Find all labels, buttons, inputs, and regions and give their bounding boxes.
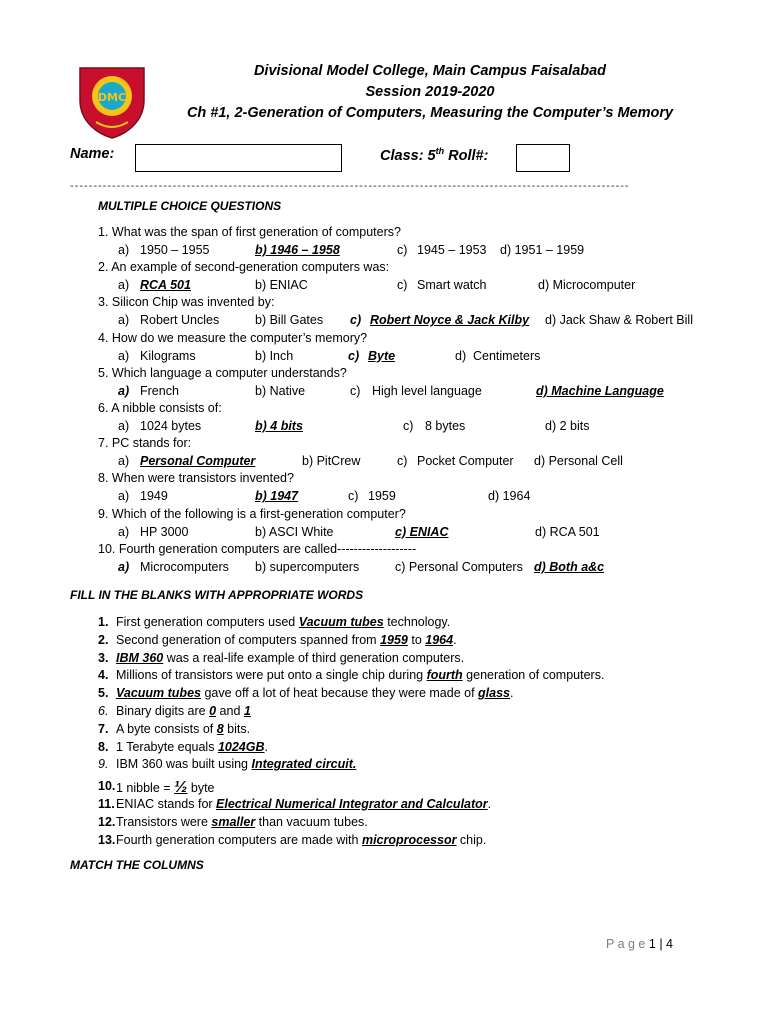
mcq-question: 8. When were transistors invented? — [98, 471, 294, 486]
college-logo — [74, 60, 150, 140]
mcq-option: b) supercomputers — [255, 559, 360, 574]
mcq-option: d) 1964 — [488, 489, 531, 504]
mcq-question: 9. Which of the following is a first-generation computer? — [98, 506, 406, 521]
session-title: Session 2019-2020 — [365, 84, 495, 100]
mcq-option: c) — [348, 489, 359, 504]
mcq-option: c) — [403, 419, 414, 433]
mcq-question: 1. What was the span of first generation of computers? — [98, 225, 401, 239]
mcq-option: 1950 – 1955 — [140, 243, 210, 257]
fill-item: Transistors were smaller than vacuum tubes. — [116, 814, 368, 829]
mcq-option: d) Jack Shaw & Robert Bill — [545, 313, 693, 328]
mcq-option: b) ASCI White — [255, 524, 334, 539]
mcq-option: c) — [348, 348, 360, 363]
mcq-option: d) — [455, 348, 467, 363]
fill-item: A byte consists of 8 bits. — [116, 721, 251, 736]
page-number: 1 — [648, 937, 656, 951]
mcq-option: Pocket Computer — [417, 454, 514, 469]
fill-number: 4. — [98, 668, 109, 683]
mcq-question: 4. How do we measure the computer’s memory? — [98, 330, 368, 345]
page-total: 4 — [666, 937, 673, 951]
mcq-option: b) Inch — [255, 348, 294, 363]
mcq-option: a) — [118, 278, 130, 293]
mcq-question: 10. Fourth generation computers are called------------------- — [98, 541, 417, 556]
svg-text:DMC: DMC — [97, 91, 127, 104]
fill-item: 1 Terabyte equals 1024GB. — [116, 739, 268, 754]
fill-number: 13. — [98, 832, 116, 847]
mcq-option: High level language — [372, 383, 482, 398]
fill-number: 8. — [98, 739, 109, 754]
mcq-option: d) 2 bits — [545, 419, 590, 433]
page-footer — [606, 937, 673, 951]
mcq-option: b) 4 bits — [255, 419, 303, 433]
mcq-option: d) Both a&c — [534, 559, 605, 574]
mcq-option: c) — [397, 243, 408, 257]
roll-field[interactable] — [516, 144, 570, 172]
mcq-option: a) — [118, 313, 130, 328]
fill-item: First generation computers used Vacuum tubes technology. — [116, 615, 451, 629]
mcq-option: a) — [118, 419, 130, 433]
mcq-option: French — [140, 383, 179, 398]
mcq-option: d) 1951 – 1959 — [500, 243, 585, 257]
page-separator: | — [659, 937, 663, 951]
mcq-option: c) — [350, 383, 361, 398]
mcq-option: a) — [118, 383, 130, 398]
mcq-option: d) Machine Language — [536, 383, 664, 398]
fill-number: 12. — [98, 814, 116, 829]
mcq-option: a) — [118, 243, 130, 257]
mcq-question: 5. Which language a computer understands? — [98, 365, 347, 380]
fill-number: 7. — [98, 721, 109, 736]
fill-item: 1 nibble = ½ byte — [116, 779, 215, 797]
fill-item: ENIAC stands for Electrical Numerical Integrator and Calculator. — [116, 797, 492, 811]
mcq-option: b) PitCrew — [302, 454, 361, 469]
mcq-option: 1949 — [140, 489, 168, 504]
mcq-option: HP 3000 — [140, 524, 189, 539]
fill-number: 5. — [98, 686, 109, 701]
class-label: Class: 5th Roll#: — [380, 146, 489, 164]
fill-number: 6. — [98, 704, 109, 718]
mcq-option: c) — [350, 313, 362, 328]
mcq-question: 7. PC stands for: — [98, 436, 192, 451]
mcq-option: Byte — [368, 348, 396, 363]
mcq-question: 6. A nibble consists of: — [98, 401, 222, 415]
match-heading: MATCH THE COLUMNS — [70, 858, 204, 872]
mcq-option: c) — [397, 454, 408, 469]
mcq-option: Personal Computer — [140, 454, 256, 469]
mcq-option: 1024 bytes — [140, 419, 202, 433]
mcq-question: 3. Silicon Chip was invented by: — [98, 295, 275, 310]
mcq-heading: MULTIPLE CHOICE QUESTIONS — [98, 199, 282, 213]
mcq-option: 1945 – 1953 — [417, 243, 487, 257]
name-label: Name: — [70, 146, 115, 162]
mcq-option: c) ENIAC — [395, 524, 449, 539]
fill-heading: FILL IN THE BLANKS WITH APPROPRIATE WORDS — [70, 588, 364, 602]
fill-number: 11. — [98, 797, 115, 811]
mcq-option: RCA 501 — [140, 278, 191, 293]
mcq-option: Robert Uncles — [140, 313, 220, 328]
mcq-option: Centimeters — [473, 348, 541, 363]
mcq-option: a) — [118, 524, 130, 539]
separator-line: ------------------------------------------------------------------------------------------------------------------------ — [70, 180, 630, 192]
fill-number: 9. — [98, 757, 109, 772]
mcq-option: a) — [118, 489, 130, 504]
mcq-option: b) Native — [255, 383, 306, 398]
mcq-option: c) — [397, 278, 408, 293]
fill-item: IBM 360 was built using Integrated circuit. — [116, 757, 357, 772]
chapter-title: Ch #1, 2-Generation of Computers, Measuring the Computer’s Memory — [186, 105, 674, 121]
college-name: Divisional Model College, Main Campus Faisalabad — [253, 63, 607, 79]
name-field[interactable] — [135, 144, 342, 172]
mcq-option: a) — [118, 559, 130, 574]
fill-item: IBM 360 was a real-life example of third generation computers. — [116, 650, 465, 665]
mcq-option: c) Personal Computers — [395, 559, 523, 574]
fill-item: Millions of transistors were put onto a single chip during fourth generation of computers. — [116, 668, 605, 683]
fill-item: Vacuum tubes gave off a lot of heat because they were made of glass. — [116, 686, 514, 701]
fill-number: 10. — [98, 779, 116, 794]
fill-number: 3. — [98, 650, 109, 665]
mcq-option: b) 1946 – 1958 — [255, 243, 340, 257]
mcq-option: Smart watch — [417, 278, 487, 293]
mcq-option: d) Personal Cell — [534, 454, 623, 469]
mcq-option: Microcomputers — [140, 559, 229, 574]
mcq-option: 8 bytes — [425, 419, 466, 433]
fill-item: Binary digits are 0 and 1 — [116, 704, 251, 718]
mcq-option: b) ENIAC — [255, 278, 308, 293]
page-word: P a g e — [606, 937, 646, 951]
mcq-option: a) — [118, 454, 130, 469]
mcq-option: d) Microcomputer — [538, 278, 636, 293]
mcq-option: b) Bill Gates — [255, 313, 324, 328]
fill-number: 2. — [98, 632, 109, 647]
mcq-option: Robert Noyce & Jack Kilby — [370, 313, 530, 328]
fill-number: 1. — [98, 615, 109, 629]
mcq-option: 1959 — [368, 489, 396, 504]
mcq-option: d) RCA 501 — [535, 524, 600, 539]
mcq-question: 2. An example of second-generation computers was: — [98, 260, 390, 275]
mcq-option: Kilograms — [140, 348, 196, 363]
mcq-option: b) 1947 — [255, 489, 299, 504]
fill-item: Fourth generation computers are made with microprocessor chip. — [116, 832, 487, 847]
mcq-option: a) — [118, 348, 130, 363]
fill-item: Second generation of computers spanned from 1959 to 1964. — [116, 632, 457, 647]
